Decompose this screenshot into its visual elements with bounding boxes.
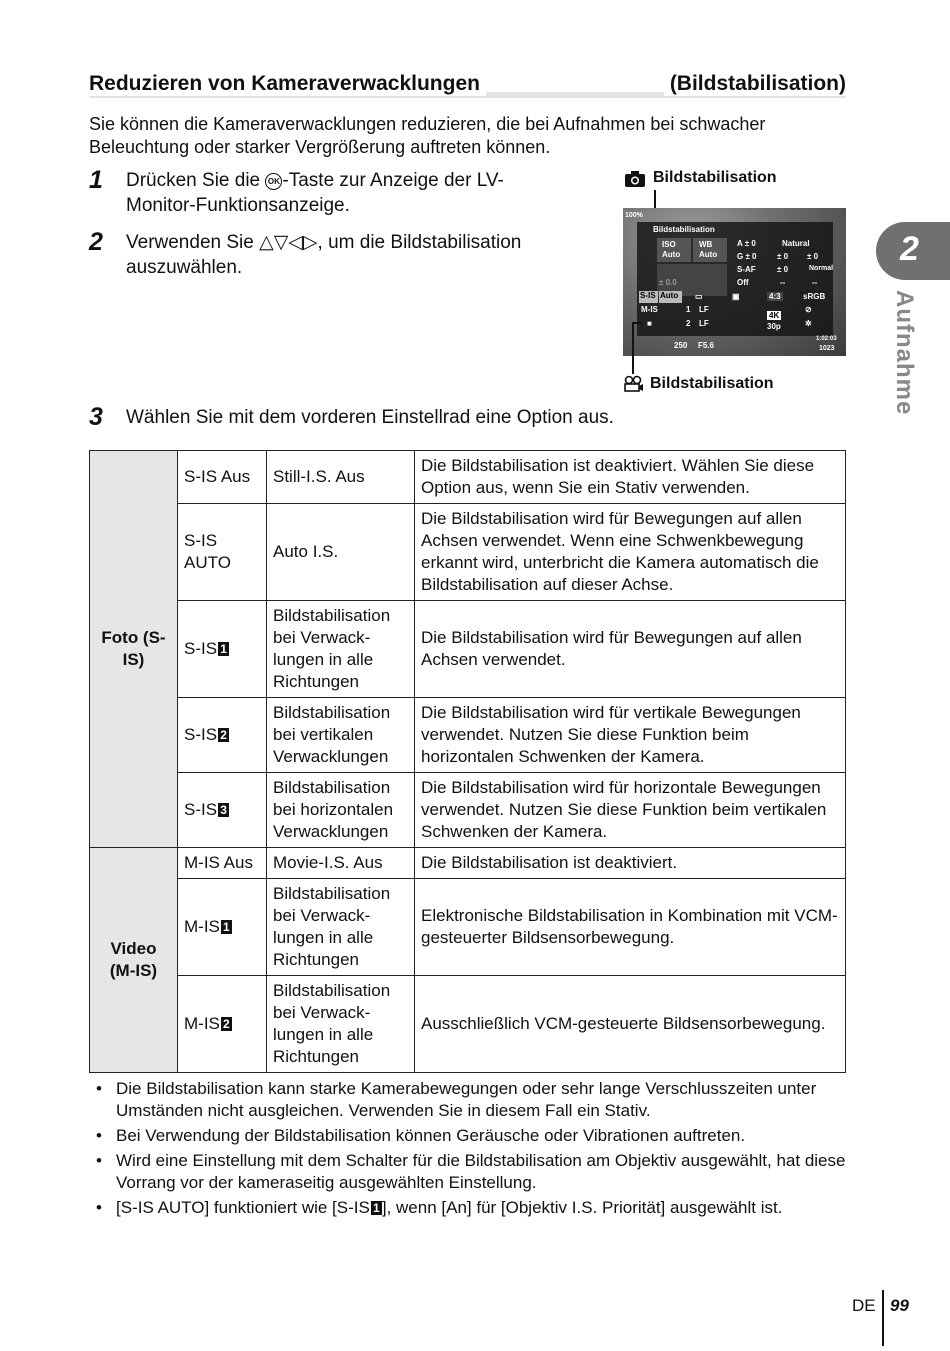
mode-number-badge: 1 (218, 642, 229, 656)
callout-line (632, 322, 634, 374)
screen-gradation: Normal (809, 265, 834, 272)
name-cell: Bildstabilisation bei horizontalen Verwacklungen (267, 773, 415, 848)
name-cell: Bildstabilisation bei Verwack-lungen in alle Richtungen (267, 601, 415, 698)
step-2 (89, 230, 609, 282)
note-item: • Die Bildstabilisation kann starke Kamerabewegungen oder sehr lange Verschlusszeiten unter Umständen nicht ausgleichen. Verwenden Sie in diesem Fall ein Stativ. (92, 1078, 847, 1122)
page-heading (89, 72, 846, 102)
step-text (126, 168, 546, 218)
screen-card2: 2 (686, 319, 691, 328)
heading-subtitle: (Bildstabilisation) (664, 72, 846, 96)
stabilisation-table (89, 450, 846, 1073)
mode-cell: S-IS Aus (178, 451, 267, 504)
mode-cell (178, 773, 267, 848)
table-row (90, 451, 846, 504)
screen-edit-icon: ⊘ (805, 305, 812, 314)
screen-iso-value: Auto (662, 250, 681, 259)
table-row (90, 879, 846, 976)
screen-shutter: 250 (674, 341, 688, 350)
footer-separator (882, 1290, 884, 1346)
callout-video-label: Bildstabilisation (650, 375, 774, 392)
screen-time: 1:02:03 (816, 336, 837, 342)
note-text-part: [S-IS AUTO] funktioniert wie [S-IS (116, 1198, 370, 1217)
desc-cell: Die Bildstabilisation ist deaktiviert. (415, 848, 846, 879)
mode-cell (178, 698, 267, 773)
screen-face-priority: Off (737, 278, 749, 287)
screen-zoom: 100% (625, 212, 643, 219)
screen-iso: ISO (662, 240, 676, 249)
notes-list (92, 1078, 847, 1222)
page-footer (846, 1290, 916, 1350)
ok-button-icon: OK (265, 173, 282, 190)
chapter-tab (876, 222, 950, 280)
desc-cell: Die Bildstabilisation ist deaktiviert. Wählen Sie diese Option aus, wenn Sie ein Stativ verwenden. (415, 451, 846, 504)
screen-contrast: ± 0 (807, 252, 819, 261)
screen-af-mode: S-AF (737, 265, 756, 274)
name-cell: Bildstabilisation bei vertikalen Verwacklungen (267, 698, 415, 773)
mode-text: M-IS (184, 917, 220, 936)
video-icon (623, 375, 647, 395)
step-text: Verwenden Sie △▽◁▷, um die Bildstabilisation auszuwählen. (126, 232, 522, 278)
step-text-part: -Taste zur Anzeige der LV-Monitor-Funktionsanzeige. (126, 170, 504, 216)
language-code: DE (852, 1296, 876, 1315)
mode-text: M-IS (184, 1014, 220, 1033)
mode-number-badge: 1 (221, 920, 232, 934)
step-1 (89, 168, 589, 220)
screen-dash: -- (780, 278, 786, 287)
callout-line (632, 322, 642, 324)
group-video: Video (M-IS) (90, 848, 178, 1073)
mode-cell (178, 601, 267, 698)
screen-wb: WB (699, 240, 713, 249)
name-cell: Bildstabilisation bei Verwack-lungen in alle Richtungen (267, 879, 415, 976)
screen-sis-value: Auto (659, 291, 682, 303)
table-row (90, 504, 846, 601)
desc-cell: Ausschließlich VCM-gesteuerte Bildsensorbewegung. (415, 976, 846, 1073)
mode-cell: S-IS AUTO (178, 504, 267, 601)
desc-cell: Die Bildstabilisation wird für Bewegungen auf allen Achsen verwendet. Wenn eine Schwenkbewegung erkannt wird, unterbricht die Kamera automatisch die Bildstabilisation auf dieser Achse. (415, 504, 846, 601)
mode-cell (178, 879, 267, 976)
callout-photo-label: Bildstabilisation (653, 169, 777, 186)
mode-text: S-IS (184, 639, 218, 658)
step-text: Wählen Sie mit dem vorderen Einstellrad eine Option aus. (126, 407, 614, 428)
mode-number-badge: 2 (218, 728, 229, 742)
intro-paragraph: Sie können die Kameraverwacklungen reduzieren, die bei Aufnahmen bei schwacher Beleuchtung oder starker Vergrößerung auftreten können. (89, 114, 766, 157)
table-row (90, 601, 846, 698)
screen-flash-comp: ± 0.0 (659, 278, 677, 287)
table-row (90, 773, 846, 848)
screen-drive-icon: ▭ (695, 292, 703, 301)
step-number: 1 (89, 166, 103, 194)
note-item (92, 1197, 847, 1219)
screen-picture-mode: Natural (782, 239, 810, 248)
screen-gear-icon: ✲ (805, 319, 812, 328)
screen-colorspace: sRGB (803, 292, 826, 301)
mode-text: S-IS (184, 800, 218, 819)
table-row (90, 698, 846, 773)
screen-metering-icon: ▣ (732, 292, 740, 301)
mode-text: S-IS (184, 725, 218, 744)
super-control-panel (637, 222, 833, 336)
screen-quality1: LF (699, 305, 709, 314)
screen-aperture: F5.6 (698, 341, 715, 350)
screen-card-icon: ■ (647, 319, 652, 328)
mode-number-badge: 1 (371, 1201, 382, 1215)
step-text-part: Drücken Sie die (126, 170, 266, 191)
chapter-label: Aufnahme (891, 290, 918, 416)
desc-cell: Elektronische Bildstabilisation in Kombination mit VCM-gesteuerter Bildsensorbewegung. (415, 879, 846, 976)
step-number: 2 (89, 228, 103, 256)
screen-fps: 30p (767, 322, 781, 331)
mode-number-badge: 2 (221, 1017, 232, 1031)
table-row (90, 848, 846, 879)
step-3 (89, 405, 789, 435)
screen-header: Bildstabilisation (653, 225, 715, 234)
group-photo: Foto (S-IS) (90, 451, 178, 848)
screen-4k: 4K (769, 311, 780, 320)
mode-cell (178, 976, 267, 1073)
screen-quality2: LF (699, 319, 709, 328)
heading-title: Reduzieren von Kameraverwacklungen (89, 72, 486, 96)
screen-card1: 1 (686, 305, 691, 314)
name-cell: Auto I.S. (267, 504, 415, 601)
name-cell: Movie-I.S. Aus (267, 848, 415, 879)
screen-saturation: ± 0 (777, 265, 789, 274)
mode-number-badge: 3 (218, 803, 229, 817)
lv-monitor-screenshot (623, 208, 846, 356)
desc-cell: Die Bildstabilisation wird für vertikale Bewegungen verwendet. Nutzen Sie diese Funktion beim horizontalen Schwenken der Kamera. (415, 698, 846, 773)
camera-icon (624, 170, 654, 190)
screen-dash: -- (812, 278, 818, 287)
screen-sis-label: S-IS (639, 291, 658, 303)
note-item: • Bei Verwendung der Bildstabilisation können Geräusche oder Vibrationen auftreten. (92, 1125, 847, 1147)
screen-mis-label: M-IS (641, 305, 658, 314)
chapter-number: 2 (900, 230, 919, 268)
table-row (90, 976, 846, 1073)
screen-sharpness: ± 0 (777, 252, 789, 261)
name-cell: Bildstabilisation bei Verwack-lungen in alle Richtungen (267, 976, 415, 1073)
desc-cell: Die Bildstabilisation wird für Bewegungen auf allen Achsen verwendet. (415, 601, 846, 698)
desc-cell: Die Bildstabilisation wird für horizontale Bewegungen verwendet. Nutzen Sie diese Funktion beim vertikalen Schwenken der Kamera. (415, 773, 846, 848)
chapter-label-wrap (880, 290, 920, 420)
step-number: 3 (89, 403, 103, 431)
name-cell: Still-I.S. Aus (267, 451, 415, 504)
mode-cell: M-IS Aus (178, 848, 267, 879)
note-item: • Wird eine Einstellung mit dem Schalter für die Bildstabilisation am Objektiv ausgewählt, hat diese Vorrang vor der kameraseitig ausgewählten Einstellung. (92, 1150, 847, 1194)
screen-wb-value: Auto (699, 250, 718, 259)
screen-aspect: 4:3 (769, 292, 781, 301)
screen-a-value: A ± 0 (737, 239, 756, 248)
screen-g-value: G ± 0 (737, 252, 757, 261)
note-text-part: ], wenn [An] für [Objektiv I.S. Priorität] ausgewählt ist. (381, 1198, 783, 1217)
screen-shots: 1023 (819, 345, 835, 352)
page-number: 99 (890, 1296, 909, 1315)
